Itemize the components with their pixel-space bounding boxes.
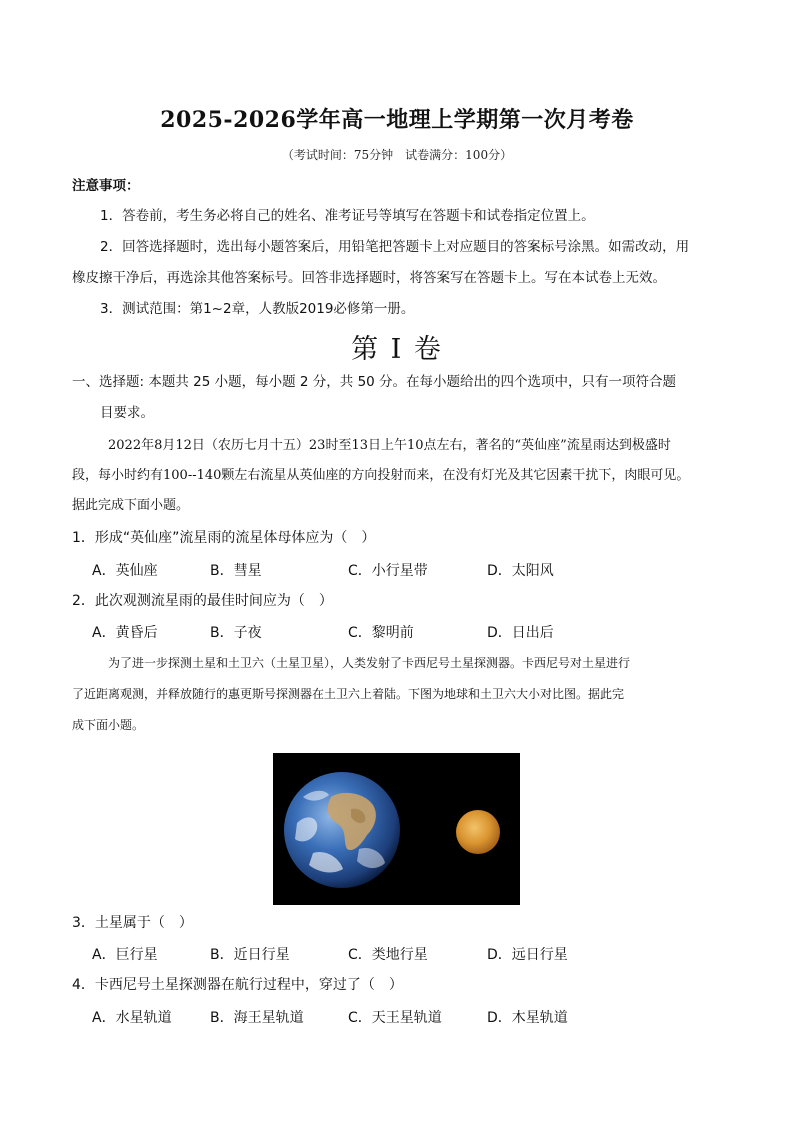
- question-3-option-a[interactable]: A．巨行星: [92, 947, 158, 963]
- question-2-option-b[interactable]: B．子夜: [210, 625, 262, 641]
- question-4-option-a[interactable]: A．水星轨道: [92, 1010, 172, 1026]
- passage1-line-2: 段，每小时约有100--140颗左右流星从英仙座的方向投射而来，在没有灯光及其它因素干扰下，肉眼可见。: [72, 468, 690, 483]
- question-2-option-c[interactable]: C．黎明前: [348, 625, 414, 641]
- passage1-line-1: 2022年8月12日（农历七月十五）23时至13日上午10点左右，著名的“英仙座”流星雨达到极盛时: [108, 438, 671, 453]
- question-1-option-b[interactable]: B．彗星: [210, 563, 262, 579]
- question-2-option-d[interactable]: D．日出后: [487, 625, 554, 641]
- earth-titan-comparison-figure: [273, 753, 520, 905]
- notice-item-1: 1．答卷前，考生务必将自己的姓名、准考证号等填写在答题卡和试卷指定位置上。: [100, 208, 595, 224]
- question-4-stem: 4．卡西尼号土星探测器在航行过程中，穿过了（ ）: [72, 977, 403, 993]
- figure-svg: [273, 753, 520, 905]
- question-4-option-d[interactable]: D．木星轨道: [487, 1010, 568, 1026]
- passage2-line-3: 成下面小题。: [72, 718, 145, 732]
- question-1-option-c[interactable]: C．小行星带: [348, 563, 428, 579]
- exam-subtitle: （考试时间：75分钟 试卷满分：100分）: [281, 148, 513, 162]
- passage2-line-2: 了近距离观测，并释放随行的惠更斯号探测器在土卫六上着陆。下图为地球和土卫六大小对比图。据此完: [72, 687, 625, 701]
- section-instruction: 一、选择题: 本题共 25 小题，每小题 2 分，共 50 分。在每小题给出的四个选项中，只有一项符合题: [72, 374, 677, 390]
- section-instruction-cont: 目要求。: [100, 405, 154, 421]
- titan-icon: [456, 810, 500, 854]
- question-1-option-a[interactable]: A．英仙座: [92, 563, 158, 579]
- passage2-line-1: 为了进一步探测土星和土卫六（土星卫星），人类发射了卡西尼号土星探测器。卡西尼号对土星进行: [108, 656, 631, 670]
- section-title: 第 I 卷: [351, 334, 443, 365]
- question-3-stem: 3．土星属于（ ）: [72, 915, 193, 931]
- question-1-stem: 1．形成“英仙座”流星雨的流星体母体应为（ ）: [72, 530, 376, 546]
- passage1-line-3: 据此完成下面小题。: [72, 498, 190, 513]
- question-3-option-b[interactable]: B．近日行星: [210, 947, 290, 963]
- question-4-option-c[interactable]: C．天王星轨道: [348, 1010, 442, 1026]
- notice-heading: 注意事项：: [72, 178, 140, 194]
- question-3-option-d[interactable]: D．远日行星: [487, 947, 568, 963]
- question-2-option-a[interactable]: A．黄昏后: [92, 625, 158, 641]
- notice-item-2: 2．回答选择题时，选出每小题答案后，用铅笔把答题卡上对应题目的答案标号涂黑。如需改动，用: [100, 239, 690, 255]
- question-4-option-b[interactable]: B．海王星轨道: [210, 1010, 304, 1026]
- question-2-stem: 2．此次观测流星雨的最佳时间应为（ ）: [72, 593, 333, 609]
- question-1-option-d[interactable]: D．太阳风: [487, 563, 554, 579]
- earth-icon: [284, 772, 400, 888]
- notice-item-3: 3．测试范围：第1~2章，人教版2019必修第一册。: [100, 301, 415, 317]
- notice-item-2-cont: 橡皮擦干净后，再选涂其他答案标号。回答非选择题时，将答案写在答题卡上。写在本试卷上无效。: [72, 270, 666, 286]
- question-3-option-c[interactable]: C．类地行星: [348, 947, 428, 963]
- exam-title: 2025-2026学年高一地理上学期第一次月考卷: [160, 107, 634, 133]
